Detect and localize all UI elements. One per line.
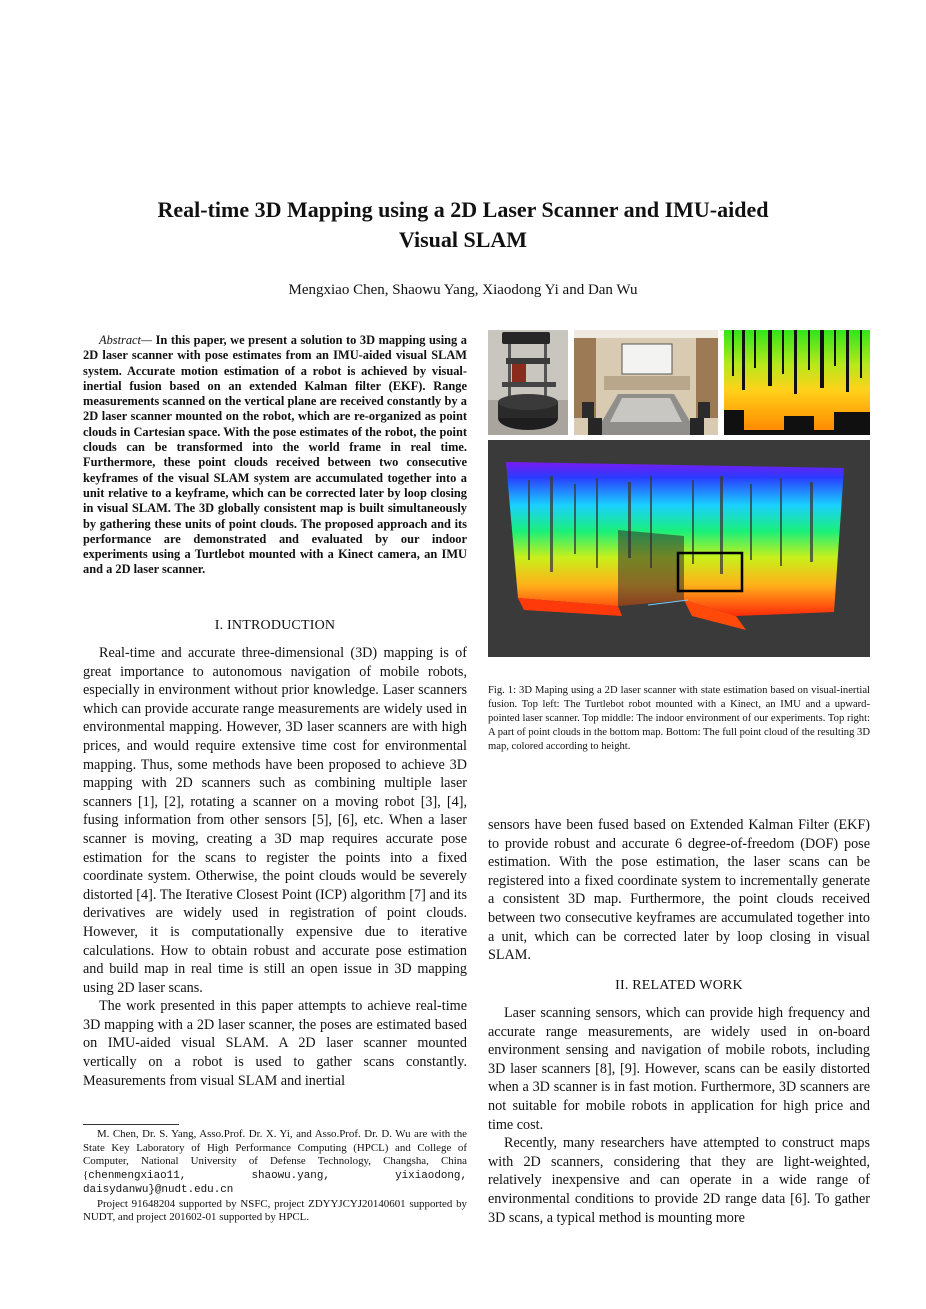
- intro-paragraph-2: The work presented in this paper attempts to achieve real-time 3D mapping with a 2D laser scanner, the poses are estimated based on IMU-aided visual SLAM. A 2D laser scanner mounted vertically on a robot is used to gather scans constantly. Measurements from visual SLAM and inertial: [83, 998, 467, 1089]
- figure-pointcloud-crop: [724, 330, 870, 435]
- intro-paragraph-1: Real-time and accurate three-dimensional (3D) mapping is of great importance to autonomous navigation of mobile robots, especially in environment without prior knowledge. Laser scanners which can provide accurate range measurements are widely used in environmental mapping. However, 3D laser scanners are with high prices, and would require extensive time cost for environmental mapping. Thus, some methods have been proposed to achieve 3D mapping with 2D scanners such as combining multiple laser scanners [1], [2], rotating a scanner on a moving robot [3], [4], fusing information from other sensors [5], [6], etc. When a laser scanner is moving, creating a 3D map requires accurate pose estimation for the scans to register the points into a fixed coordinate system. Otherwise, the point clouds would be severely distorted [4]. The Iterative Closest Point (ICP) algorithm [7] and its derivatives are widely used in registration of point clouds. However, it is computationally expensive due to iterative calculations. How to obtain robust and accurate pose estimation and build map in real time is still an open issue in 3D mapping using 2D laser scans.: [83, 645, 467, 996]
- intro-paragraph-2-continued: sensors have been fused based on Extended Kalman Filter (EKF) to provide robust and accurate 6 degree-of-freedom (DOF) pose estimation. With the pose estimation, the laser scans can be registered into a fixed coordinate system to incrementally generate a consistent 3D map. Furthermore, the point clouds received between two consecutive keyframes are accumulated together into a unit, which can be corrected later by loop closing in visual SLAM.: [488, 817, 870, 964]
- title-line-1: Real-time 3D Mapping using a 2D Laser Scanner and IMU-aided: [157, 197, 769, 222]
- section-heading-introduction: I. INTRODUCTION: [214, 618, 336, 633]
- footnote-rule: [83, 1124, 179, 1125]
- intro-left-column: [83, 644, 467, 1090]
- intro-right-column: [488, 816, 870, 965]
- author-list: Mengxiao Chen, Shaowu Yang, Xiaodong Yi and Dan Wu: [288, 282, 638, 298]
- footnote-affiliation: [83, 1128, 467, 1198]
- figure-robot-photo: [488, 330, 568, 435]
- title-line-2: Visual SLAM: [398, 227, 528, 252]
- figure-room-photo: [574, 330, 718, 435]
- footnote-funding: Project 91648204 supported by NSFC, project ZDYYJCYJ20140601 supported by NUDT, and project 201602-01 supported by HPCL.: [83, 1197, 467, 1223]
- related-paragraph-2: Recently, many researchers have attempted to construct maps with 2D scanners, considering that they are light-weighted, relatively inexpensive and can operate in a wide range of environmental conditions to provide 2D range data [6]. To gather 3D scans, a typical method is mounting more: [488, 1135, 870, 1226]
- paper-title: [60, 195, 866, 255]
- abstract: [83, 333, 467, 578]
- section-heading-related-work: II. RELATED WORK: [615, 978, 743, 993]
- related-work-column: [488, 1004, 870, 1227]
- footnote-affiliation-text: M. Chen, Dr. S. Yang, Asso.Prof. Dr. X. Yi, and Asso.Prof. Dr. D. Wu are with the State Key Laboratory of High Performance Computing (HPCL) and College of Computer, National University of Defense Technology, Changsha, China {: [83, 1128, 467, 1181]
- footnote: [83, 1128, 467, 1225]
- figure-caption: Fig. 1: 3D Maping using a 2D laser scanner with state estimation based on visual-inertial fusion. Top left: The Turtlebot robot mounted with a Kinect, an IMU and a upward-pointed laser scanner. Top middle: The indoor environment of our experiments. Top right: A part of point clouds in the bottom map. Bottom: The full point cloud of the resulting 3D map, colored according to height.: [488, 685, 870, 752]
- related-paragraph-1: Laser scanning sensors, which can provide high frequency and accurate range measurements, are widely used in on-board environment sensing and navigation of mobile robots, including 3D laser scanners [8], [9]. However, scans can be easily distorted when a 3D scanner is in fast motion. Furthermore, 3D scanners are not suitable for mobile robots in application for high price and time cost.: [488, 1005, 870, 1133]
- footnote-email-domain: }@nudt.edu.cn: [148, 1184, 234, 1196]
- footnote-emails: chenmengxiao11, shaowu.yang, yixiaodong, daisydanwu: [83, 1169, 467, 1196]
- figure-full-map: [488, 440, 870, 657]
- abstract-label: Abstract—: [99, 333, 153, 347]
- abstract-text: In this paper, we present a solution to 3D mapping using a 2D laser scanner with pose estimates from an IMU-aided visual SLAM system. Accurate motion estimation of a robot is achieved by visual-inertial fusion based on an extended Kalman filter (EKF). Range measurements scanned on the vertical plane are received constantly by a 2D laser scanner mounted on the robot, which are re-organized as point clouds in Cartesian space. With the pose estimates of the robot, the point clouds can be transformed into the world frame in real time. Furthermore, these point clouds received between two consecutive keyframes of the visual SLAM system are accumulated together into a unit relative to a keyframe, which can be corrected later by loop closing in visual SLAM. The 3D globally consistent map is built simultaneously by gathering these units of point clouds. The proposed approach and its performance are demonstrated and evaluated by our indoor experiments using a Turtlebot mounted with a Kinect camera, an IMU and a 2D laser scanner.: [83, 333, 467, 577]
